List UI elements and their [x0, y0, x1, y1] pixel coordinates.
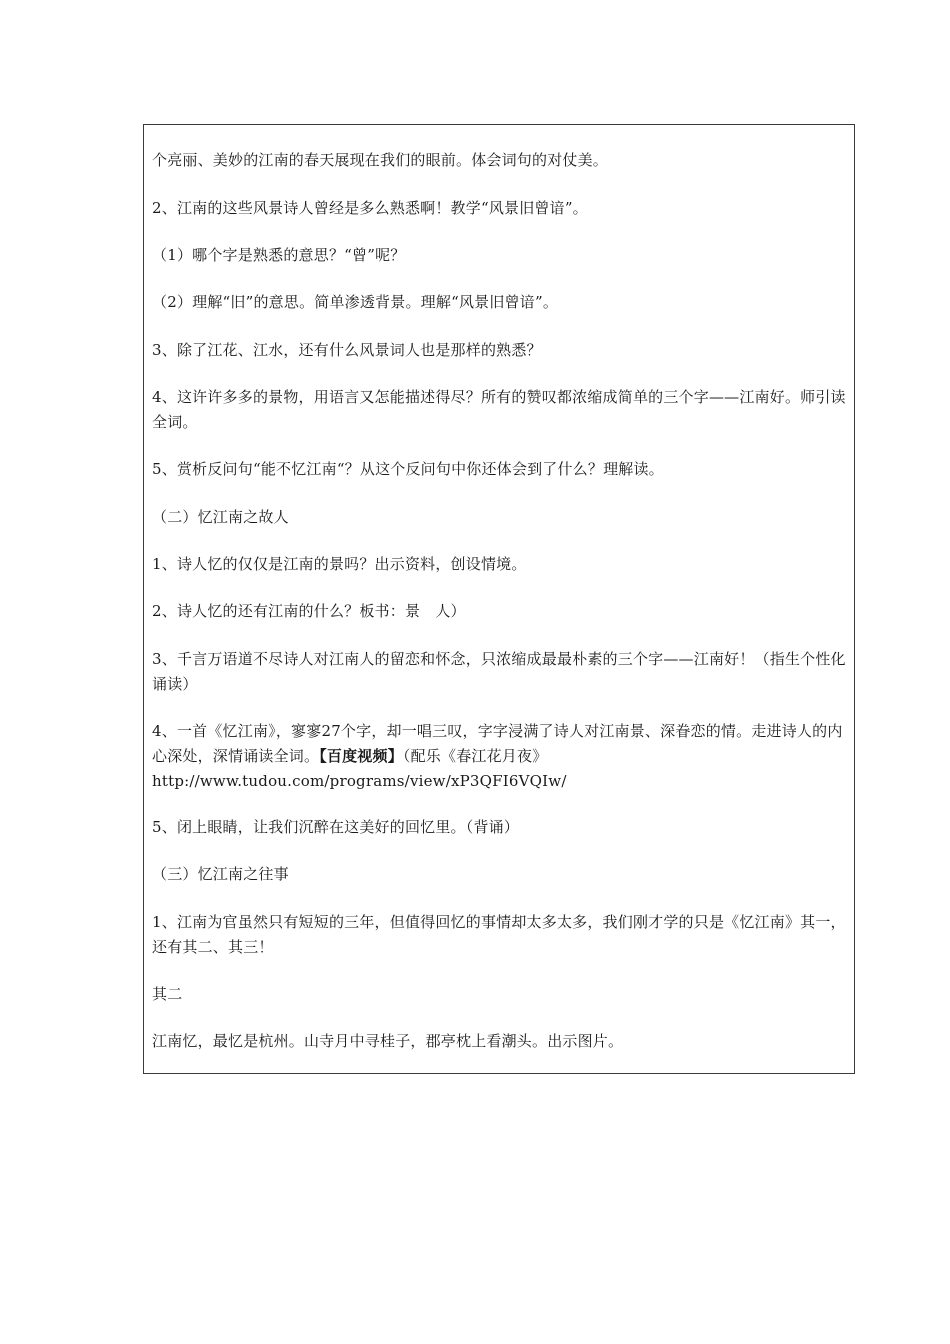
- paragraph: 其二: [152, 985, 183, 1003]
- paragraph-video: [152, 719, 856, 794]
- paragraph: 5、赏析反问句“能不忆江南“？从这个反问句中你还体会到了什么？理解读。: [152, 460, 664, 478]
- paragraph: 4、这许许多多的景物，用语言又怎能描述得尽？所有的赞叹都浓缩成简单的三个字——江南好。师引读全词。: [152, 388, 846, 431]
- paragraph: （1）哪个字是熟悉的意思？“曾”呢？: [152, 246, 406, 264]
- paragraph: 5、闭上眼睛，让我们沉醉在这美好的回忆里。（背诵）: [152, 818, 520, 836]
- paragraph: 1、江南为官虽然只有短短的三年，但值得回忆的事情却太多太多，我们刚才学的只是《忆江南》其一，还有其二、其三！: [152, 913, 846, 956]
- paragraph: 2、江南的这些风景诗人曾经是多么熟悉啊！教学“风景旧曾谙”。: [152, 199, 588, 217]
- paragraph-text: （配乐《春江花月夜》http://www.tudou.com/programs/view/xP3QFI6VQIw/: [152, 747, 567, 790]
- paragraph: 2、诗人忆的还有江南的什么？板书：景 人）: [152, 602, 466, 620]
- paragraph: 3、除了江花、江水，还有什么风景词人也是那样的熟悉？: [152, 341, 542, 359]
- paragraph: 个亮丽、美妙的江南的春天展现在我们的眼前。体会词句的对仗美。: [152, 151, 609, 169]
- section-heading: （三）忆江南之往事: [152, 865, 289, 883]
- paragraph: 1、诗人忆的仅仅是江南的景吗？出示资料，创设情境。: [152, 555, 527, 573]
- paragraph: （2）理解“旧”的意思。简单渗透背景。理解“风景旧曾谙”。: [152, 293, 559, 311]
- paragraph: 江南忆，最忆是杭州。山寺月中寻桂子，郡亭枕上看潮头。出示图片。: [152, 1032, 624, 1050]
- paragraph-text: 4、一首《忆江南》，寥寥27个字，却一唱三叹，字字浸满了诗人对江南景、深眷恋的情。走进诗人的内心深处，深情诵读全词。: [152, 722, 843, 765]
- paragraph: 3、千言万语道不尽诗人对江南人的留恋和怀念，只浓缩成最最朴素的三个字——江南好！（指生个性化诵读）: [152, 650, 846, 693]
- section-heading: （二）忆江南之故人: [152, 508, 289, 526]
- baidu-video-link[interactable]: 【百度视频】: [319, 747, 403, 765]
